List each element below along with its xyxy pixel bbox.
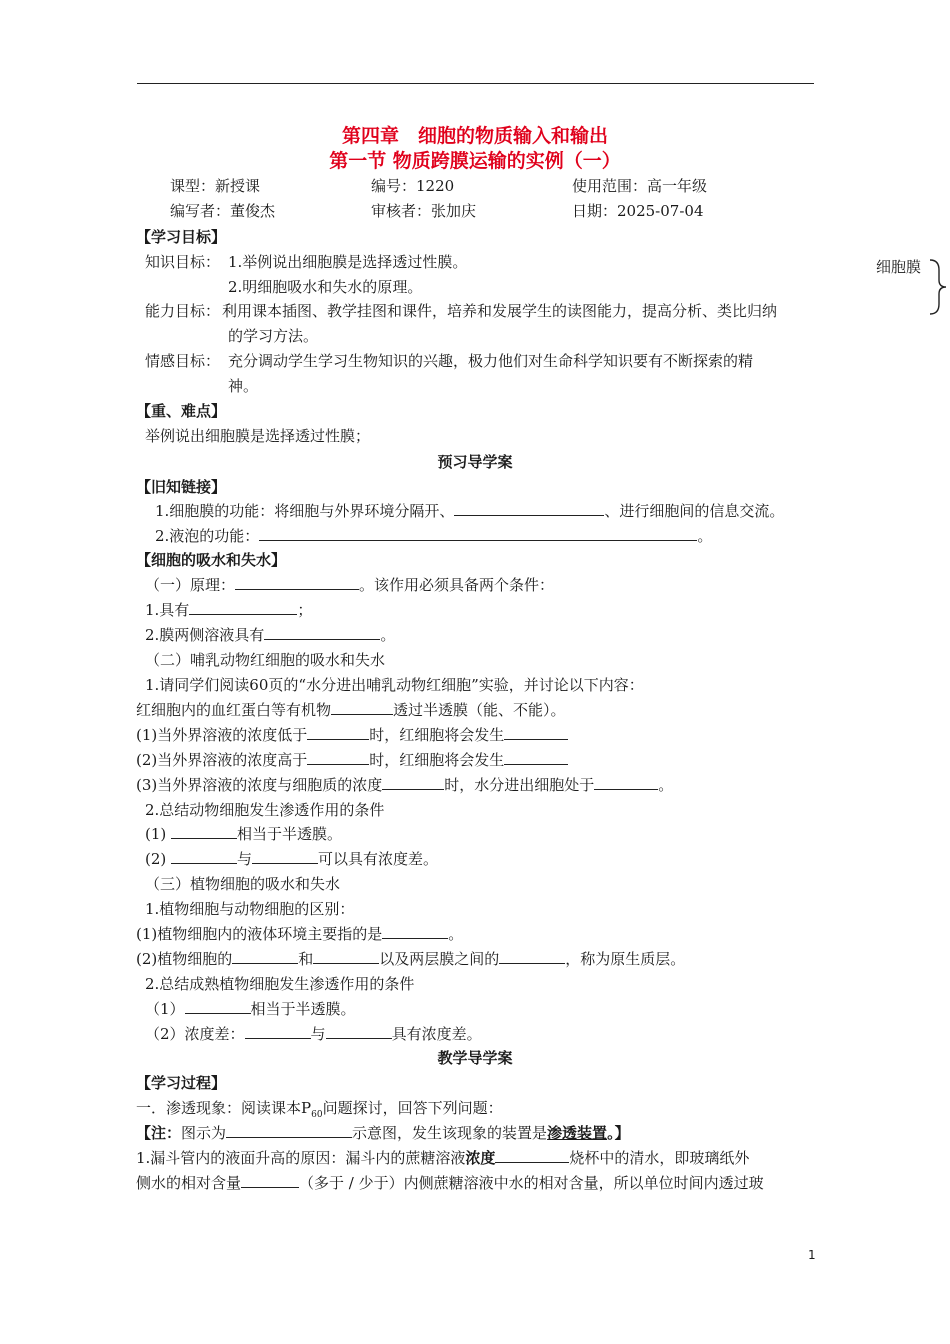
plant-condition-1: （1） 相当于半透膜。 xyxy=(145,1000,356,1018)
ability-label: 能力目标： xyxy=(145,302,221,320)
answer-blank[interactable] xyxy=(264,624,380,640)
meta-author: 编写者：董俊杰 xyxy=(170,202,276,220)
answer-blank[interactable] xyxy=(259,525,697,541)
answer-blank[interactable] xyxy=(226,1122,352,1138)
answer-blank[interactable] xyxy=(326,1023,392,1039)
curly-brace-icon xyxy=(927,258,949,316)
knowledge-item-2: 2.明细胞吸水和失水的原理。 xyxy=(228,278,423,296)
knowledge-item-1: 1.举例说出细胞膜是选择透过性膜。 xyxy=(228,253,468,271)
answer-blank[interactable] xyxy=(189,599,297,615)
osmosis-line: 一．渗透现象：阅读课本$P_{60}$问题探讨，回答下列问题： xyxy=(136,1099,503,1120)
answer-blank[interactable] xyxy=(232,948,298,964)
answer-blank[interactable] xyxy=(241,1172,299,1188)
meta-reviewer: 审核者：张加庆 xyxy=(371,202,477,220)
answer-blank[interactable] xyxy=(504,749,568,765)
plant-question-1: (1)植物细胞内的液体环境主要指的是 。 xyxy=(136,925,464,943)
teaching-heading: 教学导学案 xyxy=(437,1049,513,1067)
plant-summary: 2.总结成熟植物细胞发生渗透作用的条件 xyxy=(145,975,415,993)
plant-question-2: (2)植物细胞的 和 以及两层膜之间的 ，称为原生质层。 xyxy=(136,950,686,968)
condition-1: 1.具有 ； xyxy=(145,601,313,619)
knowledge-label: 知识目标： xyxy=(145,253,221,271)
plant-difference: 1.植物细胞与动物细胞的区别： xyxy=(145,900,355,918)
answer-blank[interactable] xyxy=(504,724,568,740)
answer-blank[interactable] xyxy=(454,500,604,516)
case-1: (1)当外界溶液的浓度低于 时，红细胞将会发生 xyxy=(136,724,568,746)
emotion-label: 情感目标： xyxy=(145,352,221,370)
answer-blank[interactable] xyxy=(495,1147,569,1163)
answer-blank[interactable] xyxy=(594,774,658,790)
animal-condition-1: (1) 相当于半透膜。 xyxy=(145,825,343,843)
rise-reason-line-1: 1.漏斗管内的液面升高的原因：漏斗内的蔗糖溶液浓度 烧杯中的清水，即玻璃纸外 xyxy=(136,1149,750,1167)
answer-blank[interactable] xyxy=(499,948,565,964)
meta-date: 日期：2025-07-04 xyxy=(572,202,704,220)
sidebar-membrane-label: 细胞膜 xyxy=(876,258,922,276)
principle-line: （一）原理： 。该作用必须具备两个条件： xyxy=(145,576,555,594)
condition-2: 2.膜两侧溶液具有 。 xyxy=(145,626,396,644)
chapter-title: 第四章 细胞的物质输入和输出 xyxy=(341,125,608,147)
answer-blank[interactable] xyxy=(171,823,237,839)
key-points-heading: 【重、难点】 xyxy=(136,402,227,420)
vacuole-function-question: 2.液泡的功能： 。 xyxy=(155,527,713,545)
answer-blank[interactable] xyxy=(245,1023,311,1039)
objectives-heading: 【学习目标】 xyxy=(136,228,227,246)
ability-text-2: 的学习方法。 xyxy=(228,327,319,345)
answer-blank[interactable] xyxy=(307,724,369,740)
key-points-text: 举例说出细胞膜是选择透过性膜； xyxy=(145,427,371,445)
header-rule xyxy=(137,83,814,84)
plant-condition-2: （2）浓度差： 与 具有浓度差。 xyxy=(145,1025,482,1043)
animal-condition-2: (2) 与 可以具有浓度差。 xyxy=(145,850,439,868)
ability-text-1: 利用课本插图、教学挂图和课件，培养和发展学生的读图能力，提高分析、类比归纳 xyxy=(222,302,778,320)
emotion-text-1: 充分调动学生学习生物知识的兴趣，极力他们对生命科学知识要有不断探索的精 xyxy=(228,352,754,370)
preview-heading: 预习导学案 xyxy=(437,453,513,471)
page-number: 1 xyxy=(808,1248,816,1262)
answer-blank[interactable] xyxy=(235,574,359,590)
case-3: (3)当外界溶液的浓度与细胞质的浓度 时，水分进出细胞处于 。 xyxy=(136,776,674,794)
animal-summary: 2.总结动物细胞发生渗透作用的条件 xyxy=(145,801,385,819)
section-title: 第一节 物质跨膜运输的实例（一） xyxy=(329,150,621,172)
plant-heading: （三）植物细胞的吸水和失水 xyxy=(145,875,341,893)
meta-course-type: 课型：新授课 xyxy=(170,177,261,195)
meta-scope: 使用范围：高一年级 xyxy=(572,177,708,195)
old-knowledge-heading: 【旧知链接】 xyxy=(136,478,227,496)
emotion-text-2: 神。 xyxy=(228,377,259,395)
water-heading: 【细胞的吸水和失水】 xyxy=(136,551,287,569)
answer-blank[interactable] xyxy=(171,848,237,864)
answer-blank[interactable] xyxy=(382,774,444,790)
answer-blank[interactable] xyxy=(382,923,448,939)
note-line: 【注：图示为 示意图，发生该现象的装置是渗透装置。】 xyxy=(136,1124,630,1142)
answer-blank[interactable] xyxy=(185,998,251,1014)
case-2: (2)当外界溶液的浓度高于 时，红细胞将会发生 xyxy=(136,749,568,771)
hemoglobin-question: 红细胞内的血红蛋白等有机物 透过半透膜（能、不能）。 xyxy=(136,701,566,719)
read-instruction: 1.请同学们阅读60页的“水分进出哺乳动物红细胞”实验，并讨论以下内容： xyxy=(145,676,644,694)
answer-blank[interactable] xyxy=(313,948,379,964)
answer-blank[interactable] xyxy=(307,749,369,765)
process-heading: 【学习过程】 xyxy=(136,1074,227,1092)
osmosis-device-term: 渗透装置 xyxy=(547,1124,608,1142)
meta-number: 编号：1220 xyxy=(371,177,455,195)
membrane-function-question: 1.细胞膜的功能：将细胞与外界环境分隔开、 、进行细胞间的信息交流。 xyxy=(155,502,785,520)
answer-blank[interactable] xyxy=(331,699,393,715)
rise-reason-line-2: 侧水的相对含量 （多于 / 少于）内侧蔗糖溶液中水的相对含量，所以单位时间内透过玻 xyxy=(136,1174,764,1192)
mammal-heading: （二）哺乳动物红细胞的吸水和失水 xyxy=(145,651,386,669)
answer-blank[interactable] xyxy=(252,848,318,864)
